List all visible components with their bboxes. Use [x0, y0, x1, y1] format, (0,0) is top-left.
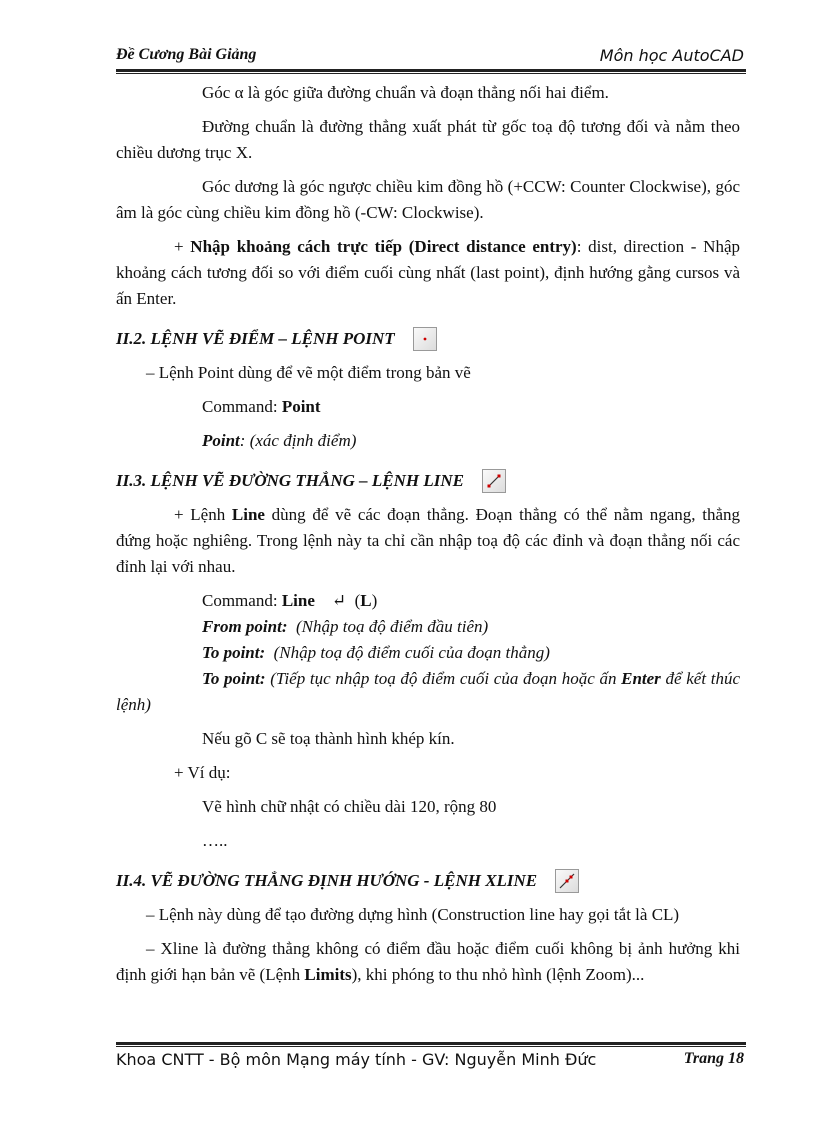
command-label: Command: — [202, 591, 282, 610]
limits-term: Limits — [304, 965, 352, 984]
to-point-text: (Nhập toạ độ điểm cuối của đoạn thẳng) — [273, 643, 550, 662]
footer-department: Khoa CNTT - Bộ môn Mạng máy tính - GV: Nguyễn Minh Đức — [116, 1050, 597, 1069]
point-tool-icon — [413, 327, 437, 351]
direct-distance-text: : dist, direction - Nhập khoảng cách tương đối so với điểm cuối cùng nhất (last point), định hướng gằng cursos và ấn Enter. — [116, 237, 740, 308]
section-heading-xline — [116, 868, 740, 894]
header-divider-thin — [116, 73, 746, 74]
example-text: Vẽ hình chữ nhật có chiều dài 120, rộng 80 — [202, 797, 497, 816]
line-description-text: dùng để vẽ các đoạn thẳng. Đoạn thẳng có thể nằm ngang, thẳng đứng hoặc nghiêng. Trong lệnh này ta chỉ cần nhập toạ độ các đỉnh và đoạn thẳng nối các đỉnh lại với nhau. — [116, 505, 740, 576]
enter-key-icon: ↵ — [331, 591, 347, 610]
header-course-title: Đề Cương Bài Giảng — [116, 46, 257, 63]
xline-description-1: – Lệnh này dùng để tạo đường dựng hình (Construction line hay gọi tắt là CL) — [146, 905, 680, 924]
from-point-line — [116, 614, 740, 640]
from-point-text: (Nhập toạ độ điểm đầu tiên) — [296, 617, 489, 636]
point-command-line — [116, 394, 740, 420]
footer-divider-thin — [116, 1046, 746, 1047]
to-point-line-1 — [116, 640, 740, 666]
paragraph-angle-direction: Góc dương là góc ngược chiều kim đồng hồ (+CCW: Counter Clockwise), góc âm là góc cùng chiều kim đồng hồ (-CW: Clockwise). — [116, 177, 740, 222]
xline-text-a: – Xline là đường thẳng không có điểm đầu hoặc điểm cuối không bị ảnh hưởng khi định giới hạn bản vẽ (Lệnh — [116, 939, 740, 984]
point-description: – Lệnh Point dùng để vẽ một điểm trong bản vẽ — [146, 363, 471, 382]
to-point-text: (Tiếp tục nhập toạ độ điểm cuối của đoạn hoặc ấn — [265, 669, 622, 688]
command-alias: L — [360, 591, 372, 610]
paragraph-direct-distance — [116, 234, 740, 312]
to-point-text-end: để kết thúc lệnh) — [116, 669, 740, 714]
enter-key-term: Enter — [621, 669, 661, 688]
footer-divider — [116, 1042, 746, 1045]
paragraph-angle-definition: Góc α là góc giữa đường chuẩn và đoạn thẳng nối hai điểm. — [202, 83, 609, 102]
to-point-line-2 — [116, 666, 740, 718]
section-heading-point — [116, 326, 740, 352]
alias-close: ) — [371, 591, 378, 610]
command-value: Point — [281, 397, 321, 416]
section-title-xline: II.4. VẼ ĐƯỜNG THẲNG ĐỊNH HƯỚNG - LỆNH XLINE — [116, 871, 538, 890]
line-description-prefix: + Lệnh — [174, 505, 232, 524]
alias-open: ( — [354, 591, 361, 610]
prompt-label: Point — [202, 431, 240, 450]
point-prompt-line — [116, 428, 740, 454]
ellipsis: ….. — [202, 831, 228, 850]
close-shape-note: Nếu gõ C sẽ toạ thành hình khép kín. — [202, 729, 455, 748]
xline-tool-icon — [555, 869, 579, 893]
section-title-point: II.2. LỆNH VẼ ĐIỂM – LỆNH POINT — [116, 329, 395, 348]
bullet-plus: + — [174, 237, 191, 256]
direct-distance-term: Nhập khoảng cách trực tiếp (Direct distance entry) — [190, 237, 577, 256]
from-point-label: From point: — [202, 617, 288, 636]
prompt-text: : (xác định điểm) — [239, 431, 357, 450]
section-title-line: II.3. LỆNH VẼ ĐƯỜNG THẲNG – LỆNH LINE — [116, 471, 465, 490]
xline-text-b: ), khi phóng to thu nhỏ hình (lệnh Zoom)... — [351, 965, 645, 984]
command-label: Command: — [202, 397, 282, 416]
to-point-label: To point: — [202, 669, 266, 688]
paragraph-reference-line: Đường chuẩn là đường thẳng xuất phát từ gốc toạ độ tương đối và nằm theo chiều dương trục X. — [116, 117, 740, 162]
line-description — [116, 502, 740, 580]
section-heading-line — [116, 468, 740, 494]
to-point-label: To point: — [202, 643, 266, 662]
header-divider — [116, 69, 746, 72]
header-subject: Môn học AutoCAD — [599, 46, 744, 65]
page-header — [116, 46, 744, 68]
page-footer — [116, 1050, 744, 1074]
line-tool-icon — [482, 469, 506, 493]
example-label: + Ví dụ: — [174, 763, 231, 782]
xline-description-2 — [116, 936, 740, 988]
line-command-line — [116, 588, 740, 614]
line-term: Line — [231, 505, 265, 524]
footer-page-number: Trang 18 — [683, 1050, 744, 1067]
command-value: Line — [281, 591, 315, 610]
document-body — [116, 80, 740, 988]
